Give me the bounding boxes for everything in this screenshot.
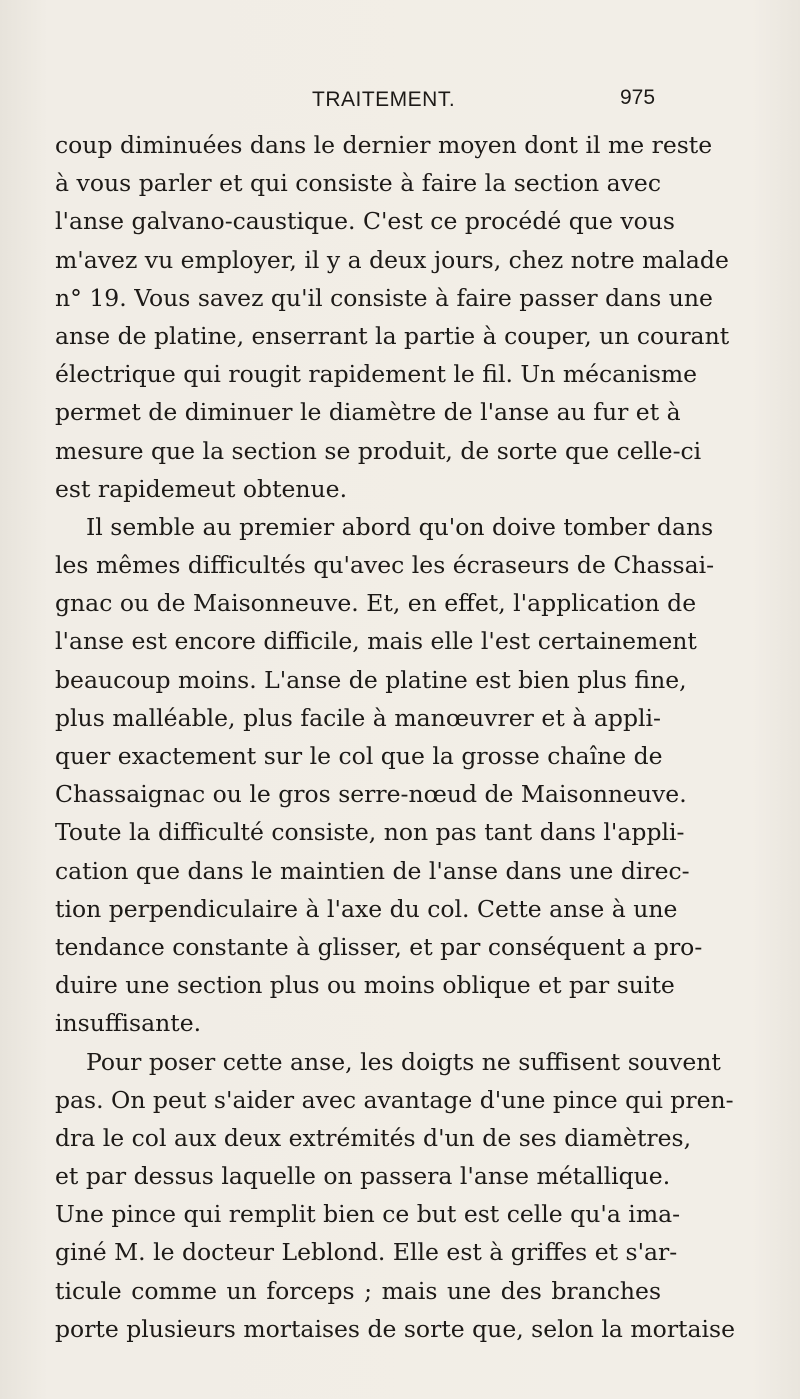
text-line: est rapidemeut obtenue. [55,474,348,503]
text-line: et par dessus laquelle on passera l'anse métallique. [55,1162,671,1191]
text-line: les mêmes difficultés qu'avec les écraseurs de Chassai- [55,551,715,580]
text-line: gnac ou de Maisonneuve. Et, en effet, l'application de [55,589,697,618]
page-number: 975 [620,86,656,109]
text-line: beaucoup moins. L'anse de platine est bien plus fine, [55,665,687,694]
text-line: duire une section plus ou moins oblique et par suite [55,971,675,1000]
text-line: électrique qui rougit rapidement le fil. Un mécanisme [55,360,698,389]
text-line: anse de platine, enserrant la partie à couper, un courant [55,321,730,350]
running-head-title: TRAITEMENT. [312,88,456,111]
text-line: n° 19. Vous savez qu'il consiste à faire passer dans une [55,283,713,312]
text-line: tendance constante à glisser, et par conséquent a pro- [55,932,703,961]
running-head [0,88,800,118]
text-line: pas. On peut s'aider avec avantage d'une pince qui pren- [55,1085,734,1114]
text-line: plus malléable, plus facile à manœuvrer et à appli- [55,703,661,732]
text-line: porte plusieurs mortaises de sorte que, selon la mortaise [55,1314,735,1343]
text-line: cation que dans le maintien de l'anse dans une direc- [55,856,690,885]
text-line: Toute la difficulté consiste, non pas tant dans l'appli- [55,818,685,847]
text-line: à vous parler et qui consiste à faire la section avec [55,169,661,198]
text-line: insuffisante. [55,1009,202,1038]
text-line: l'anse est encore difficile, mais elle l'est certainement [55,627,697,656]
text-line: permet de diminuer le diamètre de l'anse au fur et à [55,398,681,427]
text-line: dra le col aux deux extrémités d'un de ses diamètres, [55,1123,692,1152]
text-line: giné M. le docteur Leblond. Elle est à griffes et s'ar- [55,1238,678,1267]
text-line: coup diminuées dans le dernier moyen dont il me reste [55,131,713,159]
body-text [55,126,735,1348]
text-line: mesure que la section se produit, de sorte que celle-ci [55,436,702,465]
text-line: ticule comme un forceps ; mais une des branches [55,1276,661,1305]
text-line: m'avez vu employer, il y a deux jours, chez notre malade [55,245,729,274]
text-line: quer exactement sur le col que la grosse chaîne de [55,742,663,770]
text-line: Chassaignac ou le gros serre-nœud de Maisonneuve. [55,780,687,809]
paragraph-first-line: Pour poser cette anse, les doigts ne suffisent souvent [86,1047,721,1076]
text-line: l'anse galvano-caustique. C'est ce procédé que vous [55,207,675,236]
text-line: tion perpendiculaire à l'axe du col. Cette anse à une [55,894,678,923]
text-line: Une pince qui remplit bien ce but est celle qu'a ima- [55,1200,681,1229]
paragraph-first-line: Il semble au premier abord qu'on doive tomber dans [86,512,714,541]
